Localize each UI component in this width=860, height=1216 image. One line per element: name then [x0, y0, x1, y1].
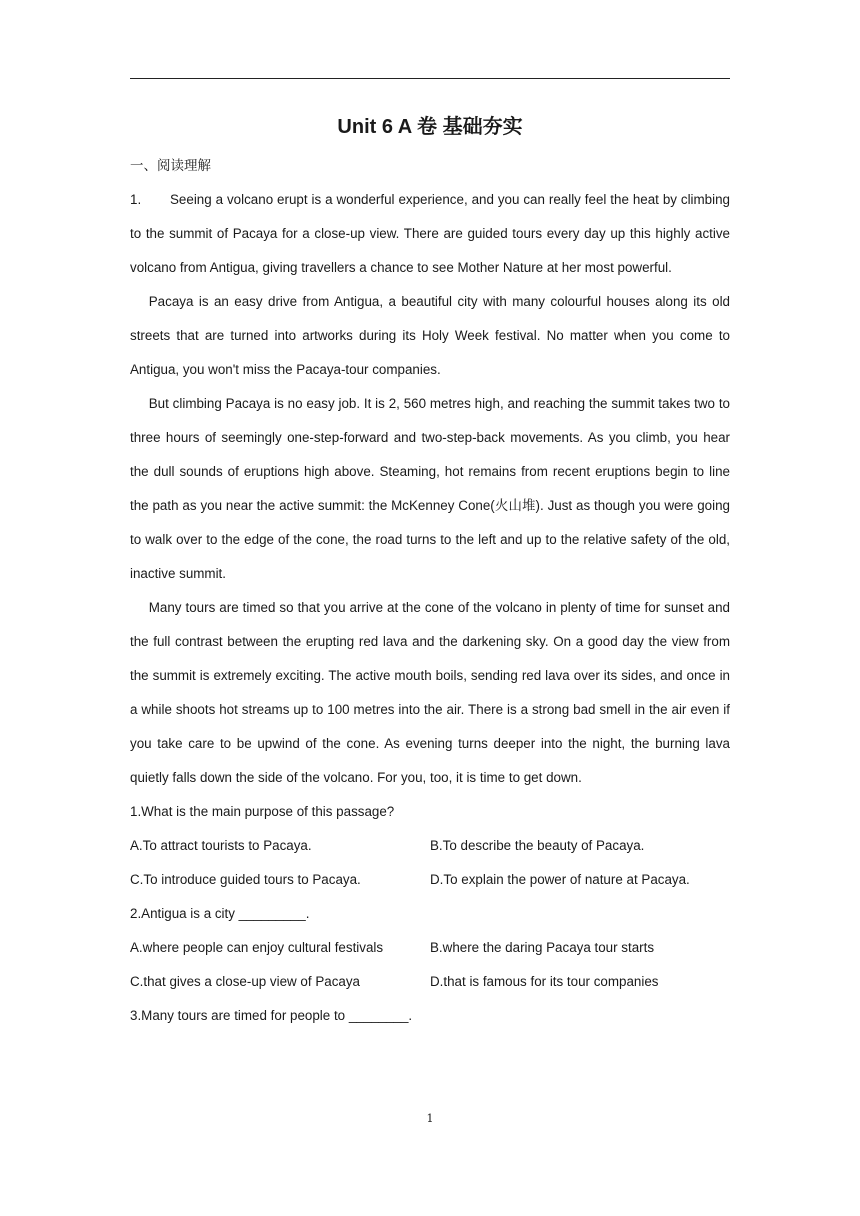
- item-number: 1.: [130, 192, 142, 207]
- paragraph-2: Pacaya is an easy drive from Antigua, a beautiful city with many colourful houses along its old streets that are turned into artworks during its Holy Week festival. No matter when you come to Antigua, you won't miss the Pacaya-tour companies.: [130, 294, 730, 377]
- question-1-options-row-1: [130, 829, 730, 863]
- paragraph-4: Many tours are timed so that you arrive at the cone of the volcano in plenty of time for sunset and the full contrast between the erupting red lava and the darkening sky. On a good day the view from the summit is extremely exciting. The active mouth boils, sending red lava over its sides, and once in a while shoots hot streams up to 100 metres into the air. There is a strong bad smell in the air even if you take care to be upwind of the cone. As evening turns deeper into the night, the burning lava quietly falls down the side of the volcano. For you, too, it is time to get down.: [130, 600, 730, 785]
- question-2-option-c: C.that gives a close-up view of Pacaya: [130, 974, 360, 989]
- question-2-options-row-1: [130, 931, 730, 965]
- question-3-stem: 3.Many tours are timed for people to ________.: [130, 1008, 413, 1023]
- paragraph-3: But climbing Pacaya is no easy job. It is 2, 560 metres high, and reaching the summit takes two to three hours of seemingly one-step-forward and two-step-back movements. As you climb, you hear the dull sounds of eruptions high above. Steaming, hot remains from recent eruptions begin to line the path as you near the active summit: the McKenney Cone(火山堆). Just as though you were going to walk over to the edge of the cone, the road turns to the left and up to the relative safety of the old, inactive summit.: [130, 396, 730, 581]
- question-1-options-row-2: [130, 863, 730, 897]
- question-2-options-row-2: [130, 965, 730, 999]
- question-1-option-b: B.To describe the beauty of Pacaya.: [430, 838, 645, 853]
- question-2-option-d: D.that is famous for its tour companies: [430, 974, 659, 989]
- question-1-option-a: A.To attract tourists to Pacaya.: [130, 838, 312, 853]
- page-number: 1: [426, 1112, 434, 1125]
- page-title: Unit 6 A 卷 基础夯实: [337, 116, 523, 138]
- paragraph-1-text: Seeing a volcano erupt is a wonderful experience, and you can really feel the heat by climbing to the summit of Pacaya for a close-up view. There are guided tours every day up this highly active volcano from Antigua, giving travellers a chance to see Mother Nature at her most powerful.: [130, 192, 730, 275]
- question-1-stem: 1.What is the main purpose of this passage?: [130, 804, 395, 819]
- paragraph-1: [130, 183, 730, 285]
- reading-passage: [130, 183, 730, 1033]
- question-2-stem: 2.Antigua is a city _________.: [130, 906, 310, 921]
- question-2-option-a: A.where people can enjoy cultural festivals: [130, 940, 384, 955]
- header-rule: [130, 78, 730, 79]
- question-1-option-c: C.To introduce guided tours to Pacaya.: [130, 872, 361, 887]
- question-1-option-d: D.To explain the power of nature at Pacaya.: [430, 872, 690, 887]
- section-heading: 一、阅读理解: [130, 158, 211, 174]
- question-2-option-b: B.where the daring Pacaya tour starts: [430, 940, 655, 955]
